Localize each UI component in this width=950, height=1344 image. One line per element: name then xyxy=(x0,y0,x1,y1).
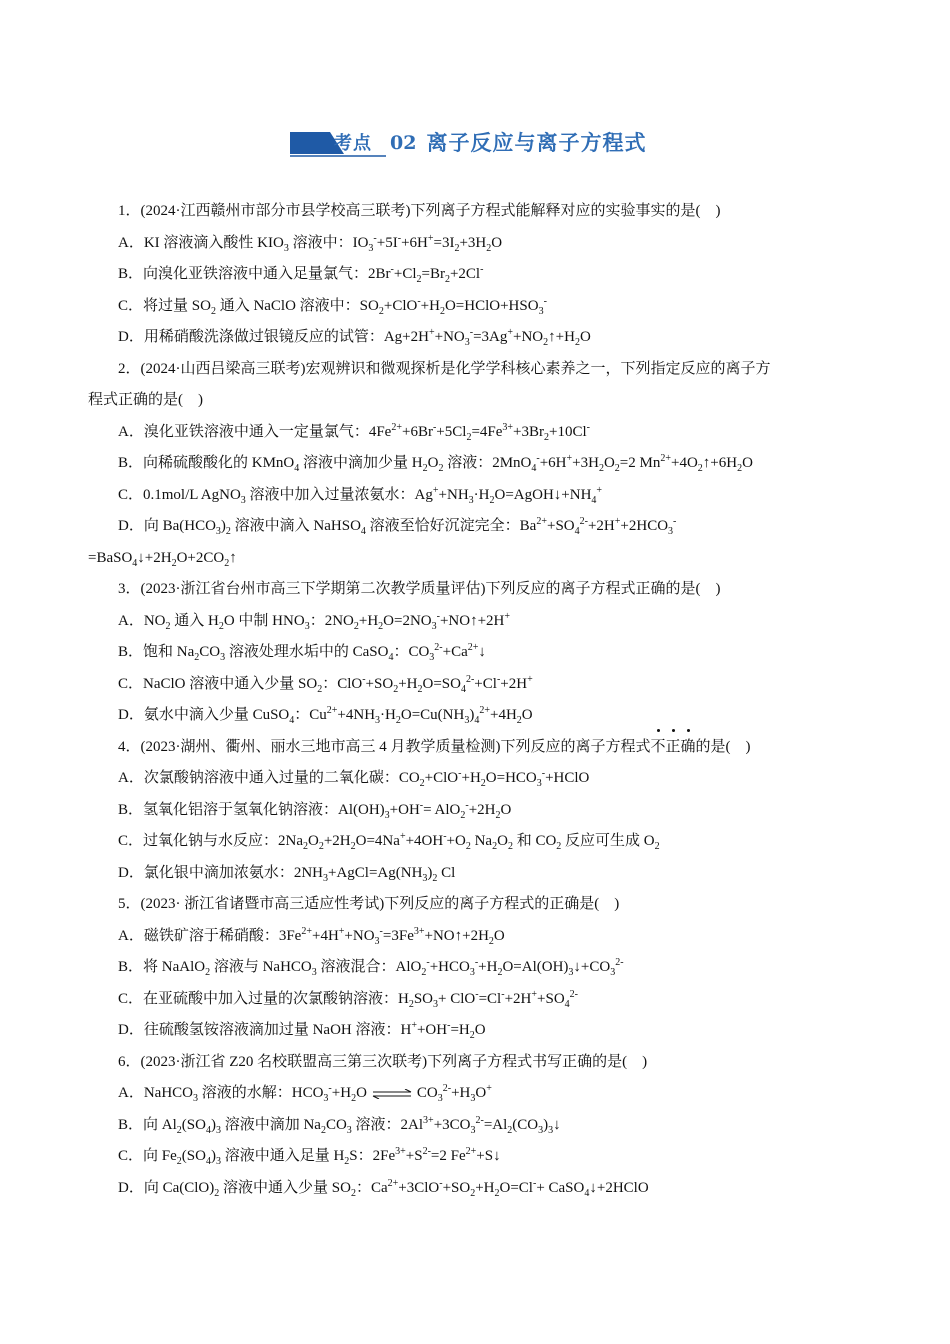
title-number: 02 xyxy=(390,132,417,154)
question-2-option-d-cont: $=BaSO_4↓+2H_2O+2CO_2↑$ xyxy=(88,549,237,569)
question-3-option-d: D．氨水中滴入少量 CuSO$_4$：$Cu^{2+}+4NH_3\cdot H_2O=Cu(NH_3)_4^{2+}+4H_2O$ xyxy=(118,705,533,726)
question-1-stem: 1．(2024·江西赣州市部分市县学校高三联考)下列离子方程式能解释对应的实验事实的是( ) xyxy=(118,203,721,219)
question-6-option-d: D．向 $Ca(ClO)_2$ 溶液中通入少量 $SO_2$：$Ca^{2+}+3ClO^-+SO_2+H_2O=Cl^-+$ CaSO$_4$↓+2HClO xyxy=(118,1177,649,1199)
question-5-option-b: B．将 NaAlO$_2$ 溶液与 NaHCO$_3$ 溶液混合：$AlO_2^-+HCO_3^-+H_2O=Al(OH)_3↓+CO_3^{2-}$ xyxy=(118,957,624,978)
question-1-option-c: C．将过量 $SO_2$ 通入 NaClO 溶液中：$SO_2+ClO^-+H_2O=HClO+HSO_3^-$ xyxy=(118,295,547,317)
question-4-option-b: B．氢氧化铝溶于氢氧化钠溶液：$Al(OH)_3+OH^-= AlO_2^-+2H_2O$ xyxy=(118,799,512,821)
title-kaodian: 考点 xyxy=(334,133,372,154)
section-title xyxy=(290,118,646,158)
question-2-option-b: B．向稀硫酸酸化的 KMnO$_4$ 溶液中滴加少量 $H_2O_2$ 溶液：$2MnO_4^-+6H^++3H_2O_2=2$ $Mn^{2+}+4O_2↑+6H_2O$ xyxy=(118,453,753,474)
question-6-stem: 6．(2023·浙江省 Z20 名校联盟高三第三次联考)下列离子方程式书写正确的是( ) xyxy=(118,1053,648,1070)
question-4-stem: 4．(2023·湖州、衢州、丽水三地市高三 4 月教学质量检测)下列反应的离子方程式不正确的是( ) xyxy=(88,732,862,764)
question-1-option-a: A．KI 溶液滴入酸性 $KIO_3$ 溶液中：$IO_3^-+5I^-+6H^+=3I_2+3H_2O$ xyxy=(118,232,503,254)
question-5-option-c: C．在亚硫酸中加入过量的次氯酸钠溶液：$H_2SO_3+ ClO^-=Cl^-+2H^++SO_4^{2-}$ xyxy=(118,988,578,1010)
question-1-option-d: D．用稀硝酸洗涤做过银镜反应的试管：$Ag+2H^++NO_3^-=3Ag^++NO_2↑+H_2O$ xyxy=(118,327,591,348)
question-4-option-a: A．次氯酸钠溶液中通入过量的二氧化碳：$CO_2+ClO^-+H_2O=HCO_3^-+HClO$ xyxy=(118,768,590,789)
question-4-option-c: C．过氧化钠与水反应：$2Na_2O_2+2H_2O=4Na^++4OH^-+O_2$ $Na_2O_2$ 和 $CO_2$ 反应可生成 $O_2$ xyxy=(118,831,660,852)
question-3-option-c: C．NaClO 溶液中通入少量 $SO_2$：$ClO^-+SO_2+H_2O=SO_4^{2-}+Cl^-+2H^+$ xyxy=(118,673,533,695)
question-6-option-b: B．向 $Al_2(SO_4)_3$ 溶液中滴加 $Na_2CO_3$ 溶液：$2Al^{3+}+3CO_3^{2-}=Al_2(CO_3)_3↓$ xyxy=(118,1114,561,1136)
question-3-option-b: B．饱和 $Na_2CO_3$ 溶液处理水垢中的 CaSO$_4$：$CO_3^{2-}+Ca^{2+}↓$ xyxy=(118,642,486,663)
question-5-option-d: D．往硫酸氢铵溶液滴加过量 NaOH 溶液：$H^++OH^-=H_2O$ xyxy=(118,1020,486,1041)
question-6-option-a: A．NaHCO$_3$ 溶液的水解：$HCO_3^-+H_2O$ $CO_3^{2-}+H_3O^+$ xyxy=(118,1083,492,1104)
question-2-stem: 2．(2024·山西吕梁高三联考)宏观辨识和微观探析是化学学科核心素养之一，下列指定反应的离子方 xyxy=(118,360,771,377)
question-5-option-a: A．磁铁矿溶于稀硝酸：$3Fe^{2+}+4H^++NO_3^-=3Fe^{3+}+NO↑+2H_2O$ xyxy=(118,925,505,947)
question-6-option-c: C．向 $Fe_2(SO_4)_3$ 溶液中通入足量 $H_2S$：$2Fe^{3+}+S^{2-}=2$ $Fe^{2+}+S↓$ xyxy=(118,1146,501,1167)
question-list xyxy=(88,196,862,1204)
question-4-option-d: D．氯化银中滴加浓氨水：$2NH_3+AgCl=Ag(NH_3)_2$ Cl xyxy=(118,864,456,884)
question-5-stem: 5．(2023· 浙江省诸暨市高三适应性考试)下列反应的离子方程式的正确是( ) xyxy=(118,896,620,912)
equilibrium-arrow-icon xyxy=(371,1089,413,1099)
question-2-option-d: D．向 $Ba(HCO_3)_2$ 溶液中滴入 NaHSO$_4$ 溶液至恰好沉淀完全：$Ba^{2+}+SO_4^{2-}+2H^++2HCO_3^-$ xyxy=(118,516,677,537)
title-banner xyxy=(290,128,386,158)
question-3-option-a: A．$NO_2$ 通入 $H_2O$ 中制 $HNO_3$：$2NO_2+H_2O=2NO_3^-+NO↑+2H^+$ xyxy=(118,610,511,632)
page-title: 离子反应与离子方程式 xyxy=(426,131,647,155)
question-2-stem-cont: 程式正确的是( ) xyxy=(88,392,203,408)
question-1-option-b: B．向溴化亚铁溶液中通入足量氯气：$2Br^-+Cl_2=Br_2+2Cl^-$ xyxy=(118,264,484,285)
question-3-stem: 3．(2023·浙江省台州市高三下学期第二次教学质量评估)下列反应的离子方程式正确的是( ) xyxy=(118,581,721,597)
question-2-option-a: A．溴化亚铁溶液中通入一定量氯气：$4Fe^{2+}+6Br^-+5Cl_2=4Fe^{3+}+3Br_2+10Cl^-$ xyxy=(118,421,590,443)
question-2-option-c: C．0.1mol/L AgNO$_3$ 溶液中加入过量浓氨水：$Ag^++NH_3\cdot H_2O=AgOH↓+NH_4^+$ xyxy=(118,484,603,506)
